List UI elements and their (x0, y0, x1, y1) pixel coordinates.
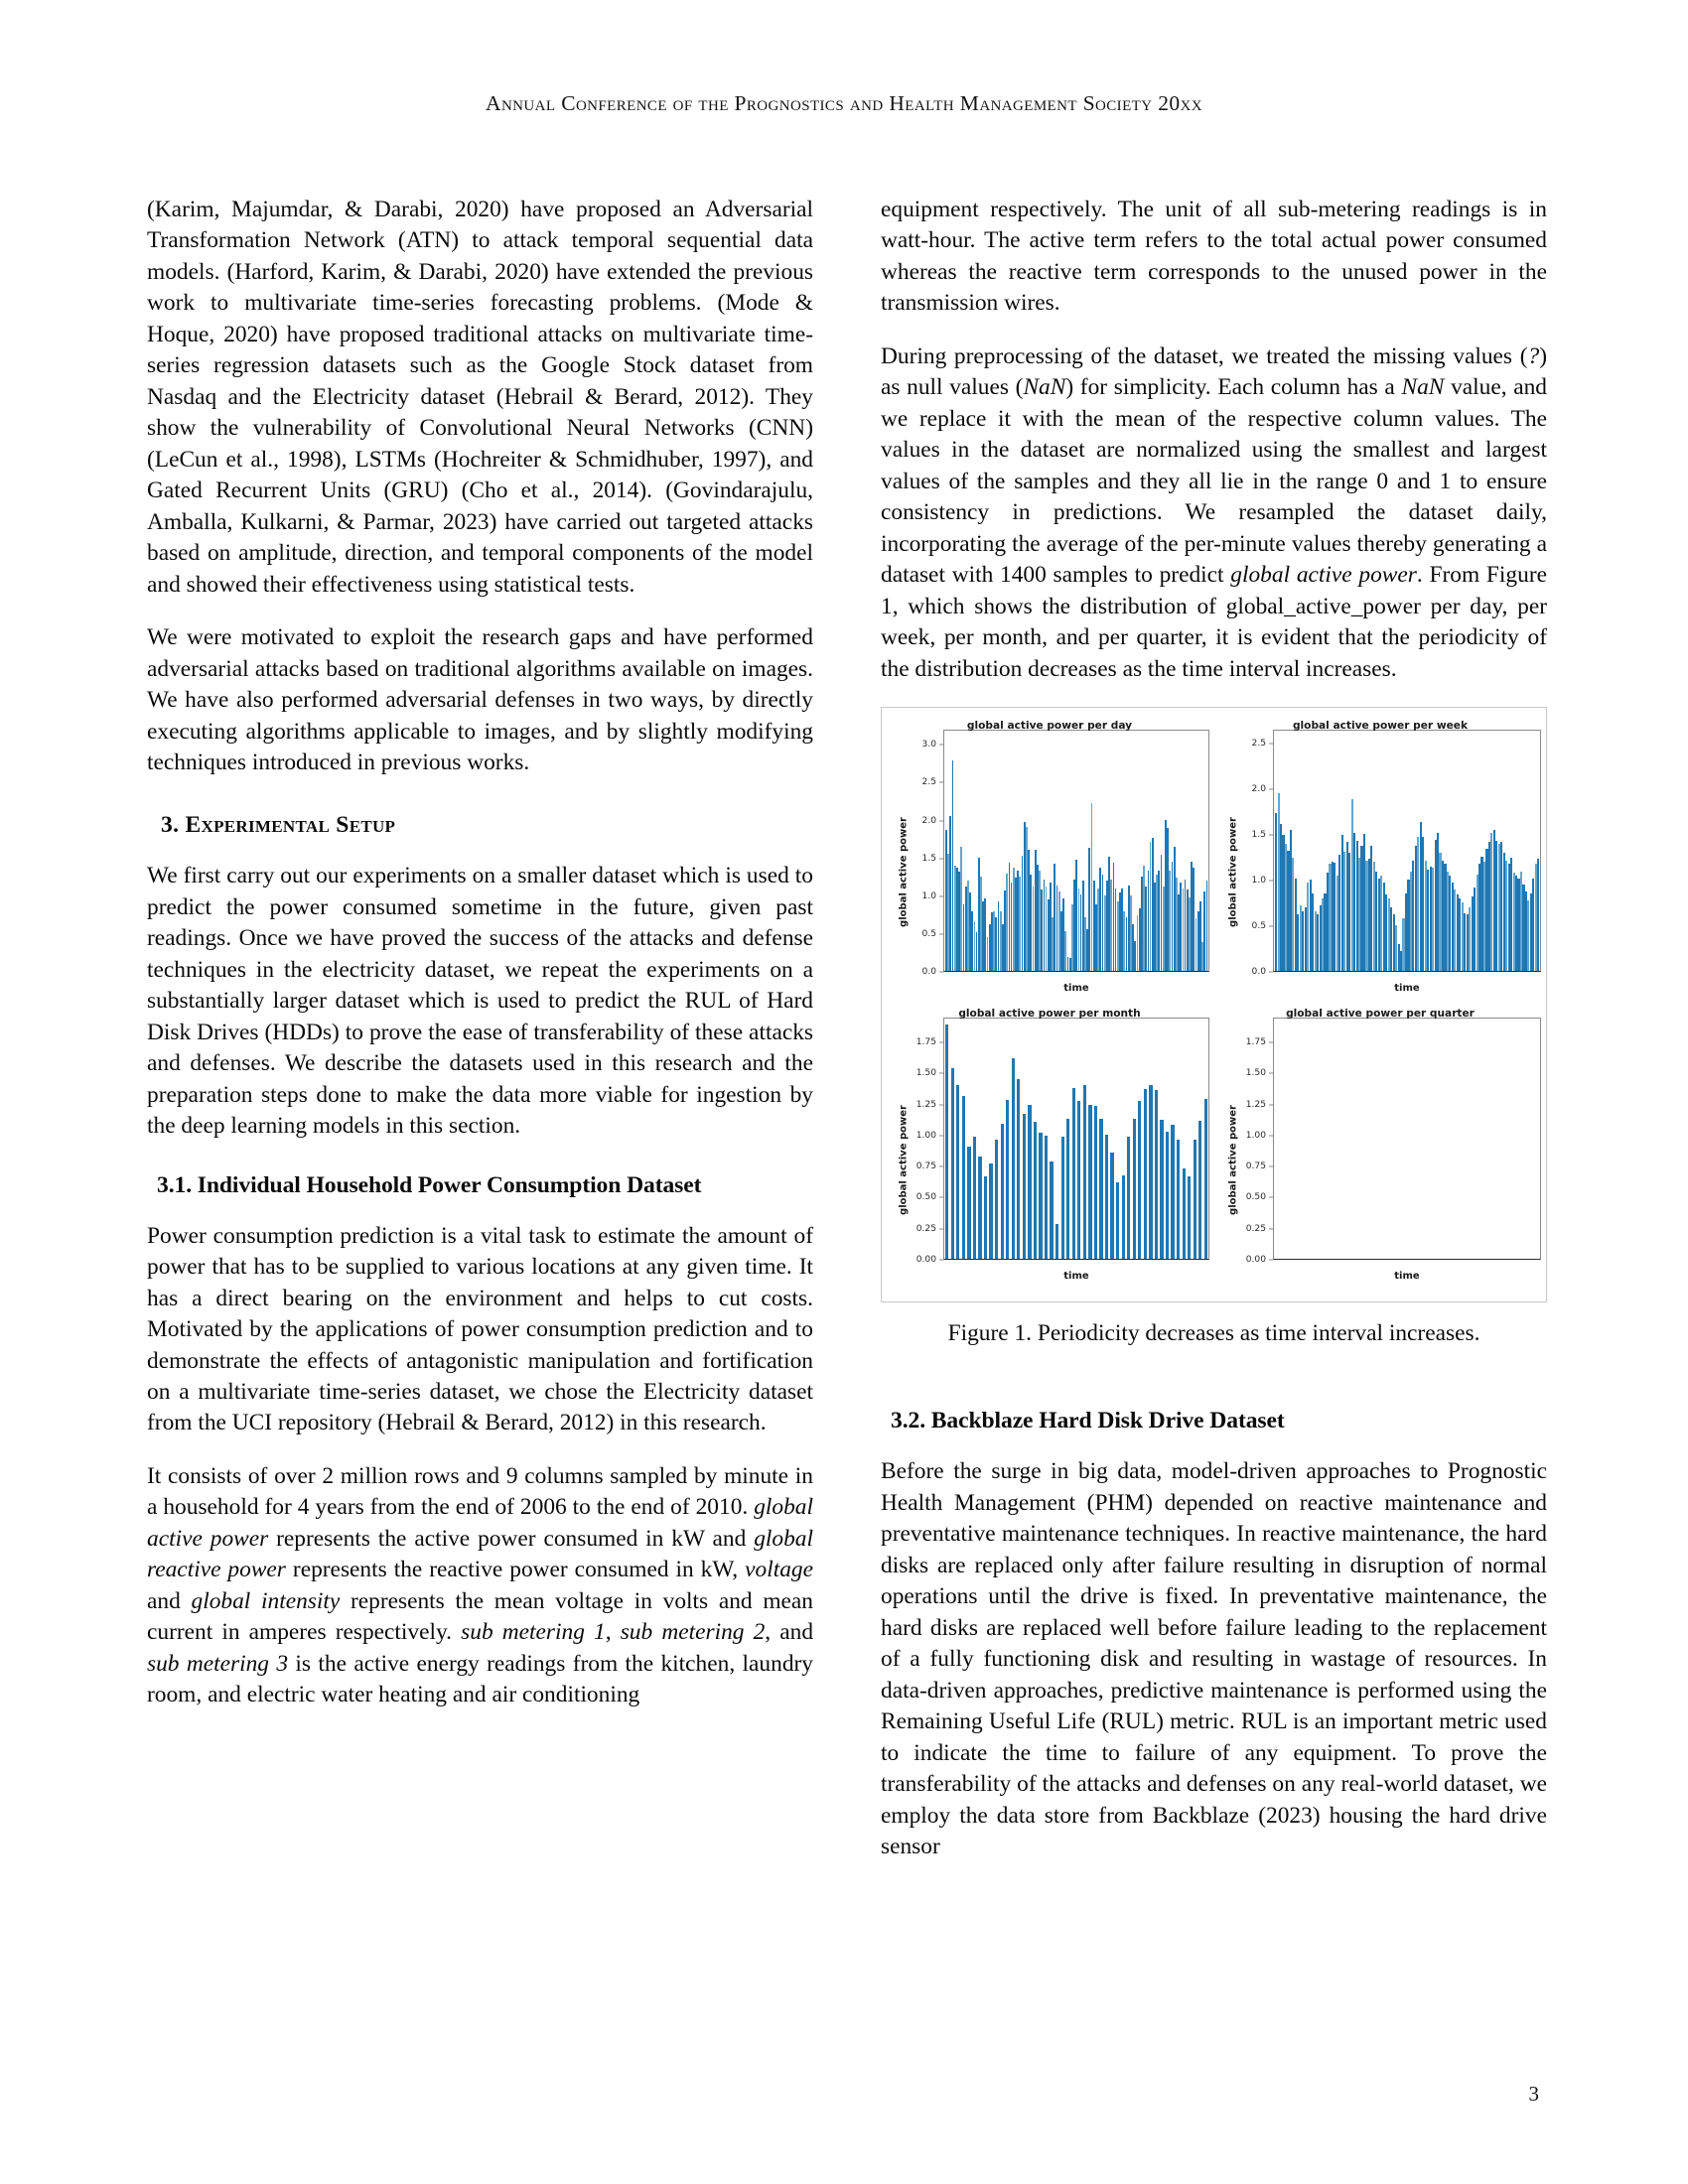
right-column (881, 195, 1547, 1863)
bar (1183, 1168, 1186, 1259)
bar (1188, 1176, 1191, 1259)
y-tick-label: 1.00 (915, 1130, 936, 1141)
y-tick-label: 3.0 (921, 740, 936, 751)
y-tick-label: 2.0 (1251, 783, 1266, 794)
y-tick-label: 0.0 (1251, 967, 1266, 978)
bar (962, 1096, 965, 1259)
y-tick-label: 1.0 (921, 890, 936, 901)
paragraph-dataset-description (147, 1461, 813, 1711)
bar (989, 1163, 992, 1259)
y-tick-label: 0.25 (1245, 1223, 1266, 1234)
bar (1160, 1120, 1163, 1259)
bar (1537, 859, 1539, 971)
y-tick-label: 0.75 (1245, 1161, 1266, 1172)
bar (1171, 1125, 1174, 1259)
bar (1039, 1133, 1042, 1259)
text-run: represents the reactive power consumed in kW, (285, 1557, 746, 1583)
text-run: represents the active power consumed in kW and (268, 1525, 755, 1552)
y-tick-label: 0.00 (915, 1255, 936, 1266)
bar-series (944, 731, 1208, 971)
bar (1122, 1175, 1125, 1259)
bar (967, 1147, 970, 1259)
y-tick-label: 0.5 (1251, 920, 1266, 931)
chart-ylabel: global active power (1227, 817, 1239, 927)
bar (1023, 1114, 1026, 1259)
text-run: During preprocessing of the dataset, we treated the missing values ( (881, 342, 1528, 369)
text-run: . From Figure 1, which shows the distribution of global_active_power per day, per week, per month, and per quarter, it is evident that the periodicity of the distribution decreases as the time interval increases. (881, 562, 1547, 682)
y-tick-label: 1.5 (1251, 829, 1266, 840)
text-run: , and (765, 1619, 814, 1646)
italic-term: global intensity (191, 1587, 341, 1614)
chart-title: global active power per month (958, 1008, 1141, 1021)
bar (1198, 1121, 1201, 1259)
bar (1017, 1079, 1020, 1259)
two-column-body (147, 195, 1547, 1863)
bar (1012, 1058, 1015, 1259)
bar (1088, 1105, 1091, 1259)
text-run: ) as null values ( (881, 342, 1547, 401)
y-tick-label: 0.00 (1245, 1255, 1266, 1266)
bar (1177, 1140, 1180, 1259)
bar (1116, 1182, 1119, 1259)
paragraph: Before the surge in big data, model-driven approaches to Prognostic Health Management (PHM) depended on reactive maintenance and preventative maintenance techniques. In reactive maintenance, the hard disks are replaced only after failure resulting in disruption of normal operations until the drive is fixed. In preventative maintenance, the hard disks are replaced well before failure leading to the replacement of a fully functioning disk and resulting in wastage of resources. In data-driven approaches, predictive maintenance is performed using the Remaining Useful Life (RUL) metric. RUL is an important metric used to indicate the time to failure of any equipment. To prove the transferability of the attacks and defenses on any real-world dataset, we employ the data store from Backblaze (2023) housing the hard drive sensor (881, 1458, 1547, 1860)
chart-ylabel: global active power (1227, 1105, 1239, 1215)
text-run: value, and we replace it with the mean of the respective column values. The values in the dataset are normalized using the smallest and largest values of the samples and they all lie in the range 0 and 1 to ensure consistency in predictions. We resampled the dataset daily, incorporating the average of the per-minute values thereby generating a dataset with 1400 samples to predict (881, 374, 1548, 589)
chart-xlabel: time (1394, 983, 1420, 995)
bar (951, 1068, 954, 1259)
bar-series (944, 1019, 1208, 1259)
chart-title: global active power per week (1292, 720, 1469, 733)
plot-area (943, 1018, 1209, 1260)
chart-title: global active power per quarter (1286, 1008, 1475, 1021)
y-tick-label: 0.25 (915, 1223, 936, 1234)
text-run: is the active energy readings from the kitchen, laundry room, and electric water heating and air conditioning (147, 1650, 813, 1708)
bar (1055, 1224, 1058, 1259)
figure-frame (881, 707, 1547, 1302)
running-head: Annual Conference of the Prognostics and Health Management Society 20xx (486, 91, 1202, 115)
y-tick-label: 1.25 (1245, 1099, 1266, 1110)
bar (1001, 1124, 1004, 1260)
figure-1 (881, 707, 1547, 1348)
text-run: , (605, 1619, 621, 1646)
text-run: represents the mean voltage in volts and mean current in amperes respectively. (147, 1587, 813, 1646)
paragraph: We were motivated to exploit the research gaps and have performed adversarial attacks based on traditional algorithms available on images. We have also performed adversarial defenses in two ways, by directly executing algorithms applicable to images, and by slightly modifying techniques introduced in previous works. (147, 624, 813, 775)
italic-term: NaN (1401, 374, 1445, 401)
bar-series (1274, 1019, 1540, 1259)
bar (1144, 1089, 1147, 1259)
section-heading: 3. Experimental Setup (161, 812, 396, 839)
chart-panel-per-day (886, 718, 1213, 1006)
italic-term: sub metering 3 (147, 1650, 289, 1677)
plot-area (1273, 730, 1541, 972)
bar (1050, 1161, 1053, 1259)
bar (1133, 1119, 1136, 1259)
bar (1204, 1099, 1207, 1259)
y-tick-label: 1.75 (1245, 1037, 1266, 1048)
bar (1166, 1132, 1169, 1259)
chart-xlabel: time (1063, 1271, 1089, 1283)
bar (1045, 1136, 1048, 1259)
y-tick-label: 0.50 (915, 1192, 936, 1203)
italic-term: global active power (1230, 562, 1417, 589)
chart-title: global active power per day (966, 720, 1133, 733)
bar (1138, 1101, 1141, 1259)
y-tick-label: 2.5 (921, 777, 936, 788)
bar (1072, 1088, 1075, 1260)
y-tick-label: 0.50 (1245, 1192, 1266, 1203)
y-tick-label: 1.5 (921, 853, 936, 864)
figure-caption: Figure 1. Periodicity decreases as time interval increases. (947, 1320, 1480, 1347)
bar (984, 1176, 987, 1259)
paragraph: Power consumption prediction is a vital task to estimate the amount of power that has to be supplied to various locations at any given time. It has a direct bearing on the environment and helps to cut costs. Motivated by the applications of power consumption prediction and to demonstrate the effects of antagonistic manipulation and fortification on a multivariate time-series dataset, we chose the Electricity dataset from the UCI repository (Hebrail & Berard, 2012) in this research. (147, 1222, 813, 1436)
page-number: 3 (1528, 2082, 1539, 2106)
chart-panel-per-month (886, 1006, 1213, 1296)
chart-xlabel: time (1063, 983, 1089, 995)
y-tick-label: 1.75 (915, 1037, 936, 1048)
bar (1105, 1135, 1108, 1259)
bar (995, 1140, 998, 1259)
y-tick-label: 1.25 (915, 1099, 936, 1110)
bar-series (1274, 731, 1540, 971)
chart-ylabel: global active power (898, 817, 910, 927)
bar (1127, 1137, 1130, 1259)
y-tick-label: 0.0 (921, 967, 936, 978)
paragraph-preprocessing (881, 341, 1547, 685)
y-tick-label: 0.5 (921, 928, 936, 939)
left-column (147, 195, 813, 1863)
bar (1034, 1122, 1037, 1259)
bar (973, 1137, 976, 1259)
bar (1006, 1100, 1009, 1259)
plot-area (943, 730, 1209, 972)
text-run: and (147, 1587, 192, 1614)
bar (1083, 1085, 1086, 1259)
chart-panel-per-week (1215, 718, 1545, 1006)
bar (1094, 1106, 1097, 1259)
y-tick-label: 2.5 (1251, 738, 1266, 749)
subsection-heading-3-2: 3.2. Backblaze Hard Disk Drive Dataset (891, 1408, 1285, 1434)
y-tick-label: 1.50 (915, 1068, 936, 1079)
y-tick-label: 1.0 (1251, 875, 1266, 886)
bar (1194, 1140, 1196, 1259)
italic-term: NaN (1023, 374, 1066, 401)
bar (1028, 1105, 1031, 1259)
italic-term: global reactive power (147, 1525, 813, 1583)
plot-area (1273, 1018, 1541, 1260)
chart-panel-per-quarter (1215, 1006, 1545, 1296)
y-tick-label: 2.0 (921, 815, 936, 826)
text-run: It consists of over 2 million rows and 9 columns sampled by minute in a household for 4 years from the end of 2006 to the end of 2010. (147, 1462, 813, 1521)
bar (1155, 1090, 1158, 1259)
bar (956, 1085, 959, 1259)
italic-term: voltage (745, 1557, 813, 1583)
chart-ylabel: global active power (898, 1105, 910, 1215)
bar (1110, 1153, 1113, 1259)
bar (1099, 1119, 1102, 1259)
paragraph: We first carry out our experiments on a smaller dataset which is used to predict the power consumed sometime in the future, given past readings. Once we have proved the success of the attacks and defense techniques in the electricity dataset, we repeat the experiments on a substantially larger dataset which is used to predict the RUL of Hard Disk Drives (HDDs) to prove the ease of transferability of these attacks and defenses. We describe the datasets used in this research and the preparation steps done to make the data more viable for ingestion by the deep learning models in this section. (147, 863, 813, 1140)
paragraph: equipment respectively. The unit of all sub-metering readings is in watt-hour. The active term refers to the total actual power consumed whereas the reactive term corresponds to the unused power in the transmission wires. (881, 197, 1547, 317)
y-tick-label: 0.75 (915, 1161, 936, 1172)
y-tick-label: 1.00 (1245, 1130, 1266, 1141)
text-run: ) for simplicity. Each column has a (1065, 374, 1402, 401)
bar (945, 1024, 948, 1259)
italic-term: global active power (147, 1494, 813, 1552)
subsection-heading-3-1: 3.1. Individual Household Power Consumption Dataset (157, 1171, 702, 1198)
chart-xlabel: time (1394, 1271, 1420, 1283)
bar (1206, 881, 1208, 971)
bar (978, 1157, 981, 1259)
paragraph: (Karim, Majumdar, & Darabi, 2020) have proposed an Adversarial Transformation Network (ATN) to attack temporal sequential data models. (Harford, Karim, & Darabi, 2020) have extended the previous work to multivariate time-series forecasting problems. (Mode & Hoque, 2020) have proposed traditional attacks on multivariate time-series regression datasets such as the Google Stock dataset from Nasdaq and the Electricity dataset (Hebrail & Berard, 2012). They show the vulnerability of Convolutional Neural Networks (CNN) (LeCun et al., 1998), LSTMs (Hochreiter & Schmidhuber, 1997), and Gated Recurrent Units (GRU) (Cho et al., 2014). (Govindarajulu, Amballa, Kulkarni, & Parmar, 2023) have carried out targeted attacks based on amplitude, direction, and temporal components of the model and showed their effectiveness using statistical tests. (147, 197, 813, 598)
bar (1077, 1101, 1080, 1259)
italic-term: ? (1527, 342, 1540, 369)
bar (1061, 1137, 1064, 1259)
italic-term: sub metering 2 (620, 1619, 766, 1646)
bar (1149, 1085, 1152, 1259)
y-tick-label: 1.50 (1245, 1068, 1266, 1079)
bar (1066, 1119, 1069, 1259)
italic-term: sub metering 1 (461, 1619, 606, 1646)
